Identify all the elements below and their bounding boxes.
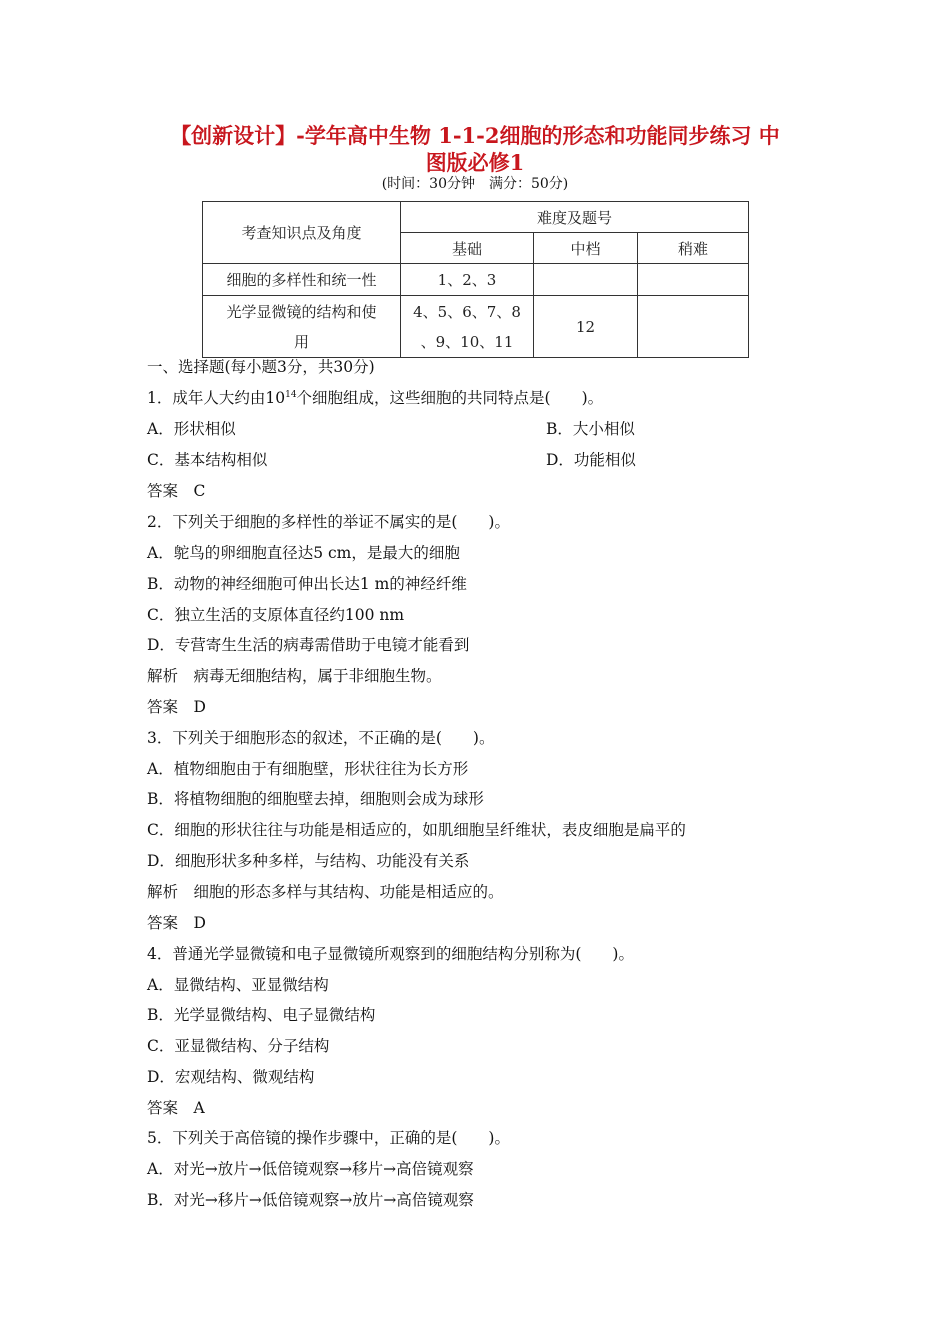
question-1-stem (147, 388, 603, 408)
q3-option-d: D．细胞形状多种多样，与结构、功能没有关系 (147, 852, 470, 870)
q2-answer: 答案 D (147, 698, 206, 716)
q1-stem-pre: 1．成年人大约由10 (147, 389, 286, 407)
q4-option-d: D．宏观结构、微观结构 (147, 1068, 315, 1086)
knowledge-table (202, 201, 749, 358)
q3-answer: 答案 D (147, 914, 206, 932)
q2-option-d: D．专营寄生生活的病毒需借助于电镜才能看到 (147, 636, 470, 654)
row-hard (638, 264, 749, 296)
row-topic-line2: 用 (293, 332, 309, 351)
row-medium: 12 (534, 296, 638, 358)
q1-stem-sup: 14 (285, 390, 297, 400)
q4-option-c: C．亚显微结构、分子结构 (147, 1037, 330, 1055)
row-basic-line1: 4、5、6、7、8 (413, 302, 521, 321)
q1-option-a: A．形状相似 (147, 420, 236, 438)
row-medium (534, 264, 638, 296)
header-difficulty: 难度及题号 (401, 202, 749, 233)
row-topic: 细胞的多样性和统一性 (203, 264, 401, 296)
question-4-stem: 4．普通光学显微镜和电子显微镜所观察到的细胞结构分别称为( )。 (147, 945, 634, 963)
q2-option-a: A．鸵鸟的卵细胞直径达5 cm，是最大的细胞 (147, 544, 460, 562)
q2-analysis: 解析 病毒无细胞结构，属于非细胞生物。 (147, 667, 442, 685)
q3-option-b: B．将植物细胞的细胞壁去掉，细胞则会成为球形 (147, 790, 484, 808)
q3-analysis: 解析 细胞的形态多样与其结构、功能是相适应的。 (147, 883, 504, 901)
q5-option-a: A．对光→放片→低倍镜观察→移片→高倍镜观察 (147, 1160, 474, 1178)
q4-answer: 答案 A (147, 1099, 205, 1117)
q4-option-a: A．显微结构、亚显微结构 (147, 976, 329, 994)
document-subtitle: (时间：30分钟 满分：50分) (381, 176, 569, 192)
table-row (203, 296, 749, 358)
q3-option-c: C．细胞的形状往往与功能是相适应的，如肌细胞呈纤维状，表皮细胞是扁平的 (147, 821, 686, 839)
header-medium: 中档 (534, 233, 638, 264)
document-title-line1: 【创新设计】-学年高中生物 1-1-2细胞的形态和功能同步练习 中 (170, 123, 780, 148)
q1-option-b: B．大小相似 (546, 420, 635, 438)
q1-answer: 答案 C (147, 482, 206, 500)
q1-option-d: D．功能相似 (546, 451, 636, 469)
question-5-stem: 5．下列关于高倍镜的操作步骤中，正确的是( )。 (147, 1129, 510, 1147)
q1-stem-post: 个细胞组成，这些细胞的共同特点是( )。 (296, 389, 604, 407)
q5-option-b: B．对光→移片→低倍镜观察→放片→高倍镜观察 (147, 1191, 474, 1209)
header-hard: 稍难 (638, 233, 749, 264)
row-topic (203, 296, 401, 358)
q4-option-b: B．光学显微结构、电子显微结构 (147, 1006, 376, 1024)
document-title-line2: 图版必修1 (425, 150, 525, 175)
row-basic: 1、2、3 (401, 264, 534, 296)
row-basic (401, 296, 534, 358)
header-topic: 考查知识点及角度 (203, 202, 401, 264)
question-3-stem: 3．下列关于细胞形态的叙述，不正确的是( )。 (147, 729, 495, 747)
q3-option-a: A．植物细胞由于有细胞壁，形状往往为长方形 (147, 760, 469, 778)
row-topic-line1: 光学显微镜的结构和使 (226, 302, 377, 321)
row-basic-line2: 、9、10、11 (420, 332, 514, 351)
q1-option-c: C．基本结构相似 (147, 451, 268, 469)
table-row (203, 264, 749, 296)
question-2-stem: 2．下列关于细胞的多样性的举证不属实的是( )。 (147, 513, 510, 531)
header-basic: 基础 (401, 233, 534, 264)
section-heading: 一、选择题(每小题3分，共30分) (147, 358, 375, 376)
row-hard (638, 296, 749, 358)
q2-option-b: B．动物的神经细胞可伸出长达1 m的神经纤维 (147, 575, 467, 593)
q2-option-c: C．独立生活的支原体直径约100 nm (147, 606, 405, 624)
